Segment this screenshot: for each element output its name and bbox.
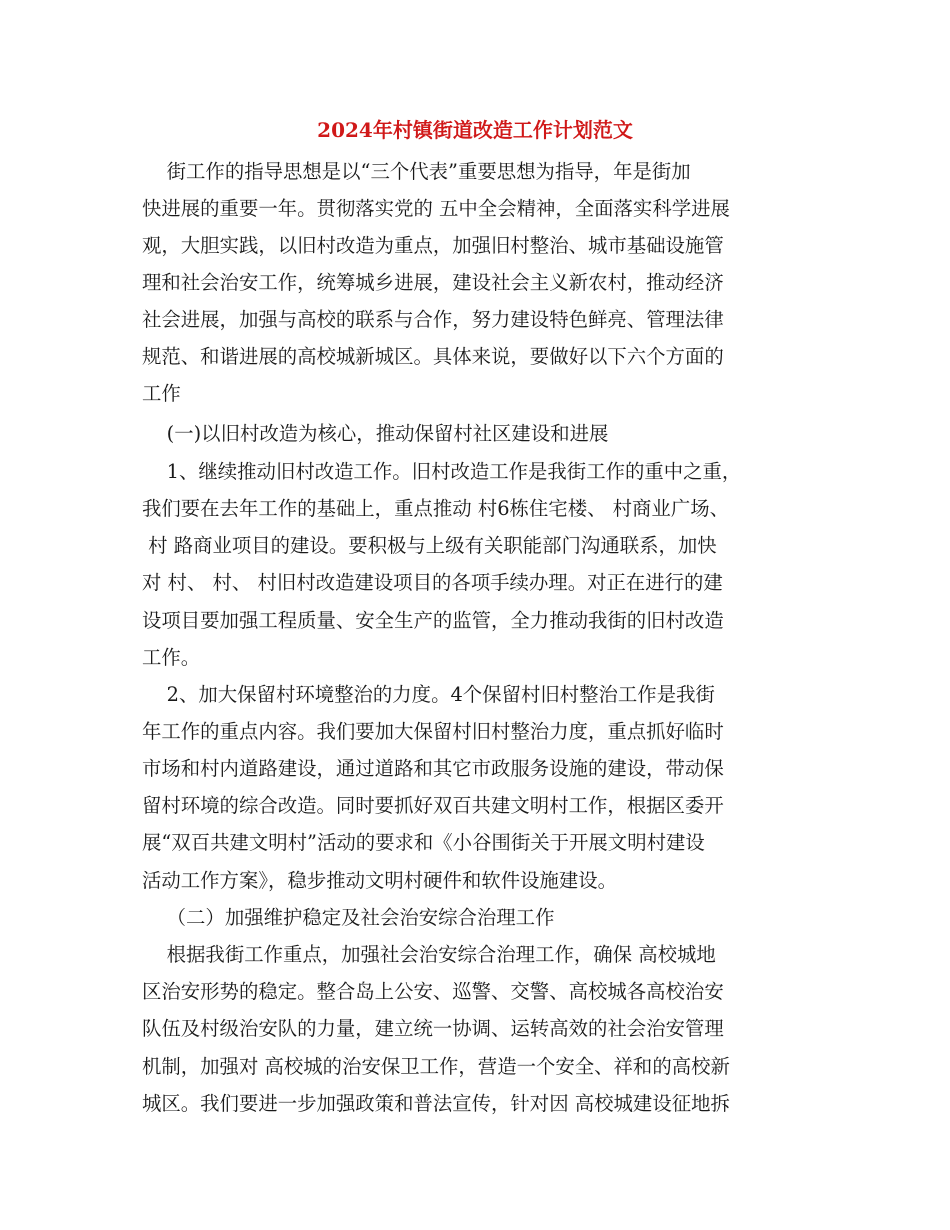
body-line: 村 路商业项目的建设。要积极与上级有关职能部门沟通联系，加快	[142, 534, 717, 557]
body-line: 队伍及村级治安队的力量，建立统一协调、运转高效的社会治安管理	[142, 1017, 724, 1040]
body-line: 设项目要加强工程质量、安全生产的监管，全力推动我街的旧村改造	[142, 609, 724, 632]
body-line: （二）加强维护稳定及社会治安综合治理工作	[142, 906, 555, 929]
body-line: (一)以旧村改造为核心，推动保留村社区建设和进展	[142, 422, 609, 445]
body-line: 城区。我们要进一步加强政策和普法宣传，针对因 高校城建设征地拆	[142, 1092, 730, 1115]
body-line: 我们要在去年工作的基础上，重点推动 村6栋住宅楼、 村商业广场、	[142, 497, 729, 520]
body-line: 根据我街工作重点，加强社会治安综合治理工作，确保 高校城地	[142, 943, 716, 966]
body-line: 工作	[142, 382, 181, 405]
body-line: 街工作的指导思想是以“三个代表”重要思想为指导，年是街加	[142, 160, 691, 183]
body-line: 年工作的重点内容。我们要加大保留村旧村整治力度，重点抓好临时	[142, 720, 724, 743]
body-line: 工作。	[142, 646, 201, 669]
body-line: 社会进展，加强与高校的联系与合作，努力建设特色鲜亮、管理法律	[142, 308, 724, 331]
body-line: 区治安形势的稳定。整合岛上公安、巡警、交警、高校城各高校治安	[142, 980, 724, 1003]
document-title: 2024年村镇街道改造工作计划范文	[317, 118, 633, 142]
body-line: 活动工作方案》，稳步推动文明村硬件和软件设施建设。	[142, 869, 618, 892]
body-line: 机制，加强对 高校城的治安保卫工作，营造一个安全、祥和的高校新	[142, 1055, 730, 1078]
body-line: 观，大胆实践，以旧村改造为重点，加强旧村整治、城市基础设施管	[142, 234, 724, 257]
body-line: 快进展的重要一年。贯彻落实党的 五中全会精神，全面落实科学进展	[142, 197, 730, 220]
body-line: 规范、和谐进展的高校城新城区。具体来说，要做好以下六个方面的	[142, 345, 724, 368]
body-line: 理和社会治安工作，统筹城乡进展，建设社会主义新农村，推动经济	[142, 271, 724, 294]
body-line: 1、继续推动旧村改造工作。旧村改造工作是我街工作的重中之重，	[142, 460, 742, 483]
body-line: 市场和村内道路建设，通过道路和其它市政服务设施的建设，带动保	[142, 757, 724, 780]
body-line: 2、加大保留村环境整治的力度。4个保留村旧村整治工作是我街	[142, 683, 715, 706]
body-line: 展“双百共建文明村”活动的要求和《小谷围街关于开展文明村建设	[142, 831, 705, 854]
body-line: 留村环境的综合改造。同时要抓好双百共建文明村工作，根据区委开	[142, 794, 724, 817]
body-line: 对 村、 村、 村旧村改造建设项目的各项手续办理。对正在进行的建	[142, 571, 723, 594]
